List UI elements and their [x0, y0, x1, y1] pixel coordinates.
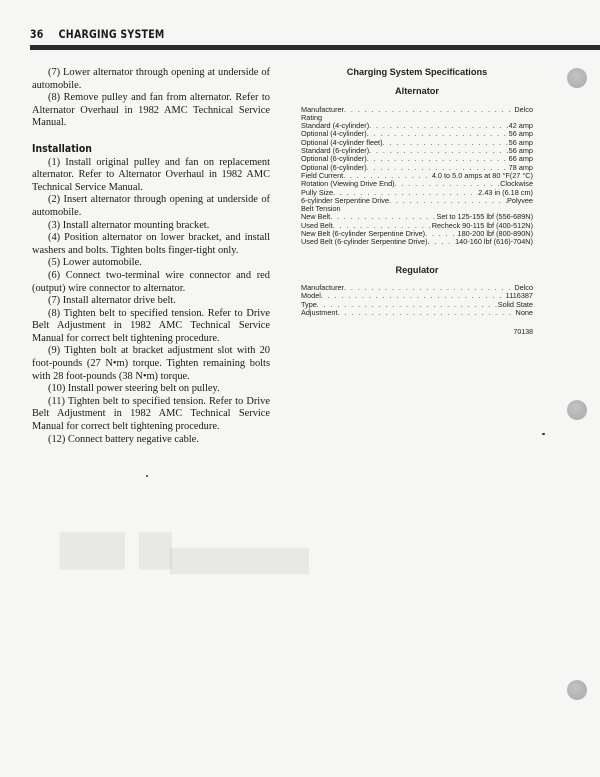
specifications-table: [301, 68, 533, 337]
spec-label: Field Current: [301, 170, 344, 180]
bleed-through-artifact: ▆▆ ▆: [60, 520, 172, 569]
leader-dots: [367, 130, 509, 138]
spec-row: [301, 106, 533, 114]
spec-value: 78 amp: [508, 162, 533, 172]
installation-step: (3) Install alternator mounting bracket.: [48, 219, 210, 231]
spec-value: Solid State: [497, 299, 533, 309]
spec-row: [301, 309, 533, 317]
spec-label: Standard (4-cylinder): [301, 121, 370, 131]
leader-dots: [428, 238, 456, 246]
spec-label: Optional (4-cylinder fleet): [301, 137, 383, 147]
spec-label: Optional (6-cylinder): [301, 162, 367, 172]
spec-value: 140-160 lbf (616)-704N): [455, 237, 533, 247]
installation-step: (2) Insert alternator through opening at underside of automobile.: [32, 194, 270, 218]
installation-step: (11) Tighten belt to specified tension. Refer to Drive Belt Adjustment in 1982 AMC Technical Service Manual for correct belt tightening procedure.: [32, 395, 270, 433]
spec-label: Used Belt: [301, 220, 333, 230]
spec-label: Adjustment: [301, 307, 338, 317]
spec-value: Recheck 90-115 lbf (400-512N): [431, 220, 533, 230]
spec-value: Clockwise: [500, 179, 533, 189]
leader-dots: [330, 213, 436, 221]
rating-label: Rating: [301, 112, 323, 122]
installation-step: (7) Install alternator drive belt.: [48, 295, 176, 307]
leader-dots: [383, 139, 509, 147]
installation-step: (6) Connect two-terminal wire connector and red (output) wire connector to alternator.: [32, 269, 270, 294]
spec-row: [301, 238, 533, 246]
leader-dots: [425, 230, 457, 238]
leader-dots: [338, 309, 516, 317]
spec-value: Polyvee: [507, 195, 533, 205]
spec-value: Delco: [514, 104, 533, 114]
leader-dots: [321, 292, 506, 300]
installation-step: (8) Tighten belt to specified tension. Refer to Drive Belt Adjustment in 1982 AMC Technical Service Manual for correct belt tightening procedure.: [32, 307, 270, 344]
spec-value: Delco: [514, 282, 533, 292]
spec-value: Set to 125-155 lbf (556-689N): [436, 212, 533, 222]
spec-label: Optional (6-cylinder): [301, 154, 367, 164]
spec-value: 56 amp: [508, 146, 533, 156]
leader-dots: [344, 284, 514, 292]
ink-speck: [146, 475, 148, 477]
installation-step: (5) Lower automobile.: [48, 257, 142, 269]
spec-label: New Belt (6-cylinder Serpentine Drive): [301, 229, 426, 239]
installation-step: (9) Tighten bolt at bracket adjustment slot with 20 foot-pounds (27 N•m) torque. Tighten remaining bolts with 28 foot-pounds (38 N•m) torque.: [32, 345, 270, 382]
leader-dots: [317, 301, 498, 309]
spec-label: Type: [301, 299, 317, 309]
installation-heading: Installation: [32, 141, 92, 155]
installation-step: (4) Position alternator on lower bracket, and install washers and bolts. Tighten bolts finger-tight only.: [32, 232, 270, 256]
leader-dots: [369, 122, 509, 130]
removal-step: (8) Remove pulley and fan from alternator. Refer to Alternator Overhaul in 1982 AMC Technical Service Manual.: [32, 92, 270, 129]
spec-label: Pully Size: [301, 187, 334, 197]
ink-speck: [542, 433, 545, 435]
spec-value: 56 amp: [508, 137, 533, 147]
spec-row: [301, 284, 533, 292]
removal-step: (7) Lower alternator through opening at underside of automobile.: [32, 67, 270, 91]
header-rule: [30, 45, 600, 50]
spec-value: 2.43 in (6.18 cm): [478, 187, 533, 197]
spec-value: 4.0 to 5.0 amps at 80 °F(27 °C): [431, 170, 533, 180]
spec-label: Model: [301, 291, 321, 301]
punch-hole: [567, 680, 587, 700]
spec-value: 56 amp: [508, 129, 533, 139]
regulator-heading: Regulator: [395, 264, 439, 275]
leader-dots: [367, 155, 509, 163]
spec-value: 180-200 lbf (800-890N): [457, 229, 533, 239]
spec-value: None: [515, 307, 533, 317]
spec-label: Optional (4-cylinder): [301, 129, 367, 139]
spec-label: Rotation (Viewing Drive End): [301, 179, 395, 189]
spec-value: 1116387: [505, 291, 533, 301]
leader-dots: [369, 147, 509, 155]
page-number: 36: [30, 27, 44, 41]
spec-value: 66 amp: [508, 154, 533, 164]
installation-step: (1) Install original pulley and fan on replacement alternator. Refer to Alternator Overhaul in 1982 AMC Technical Service Manual.: [32, 156, 270, 193]
spec-label: Standard (6-cylinder): [301, 146, 370, 156]
spec-label: Manufacturer: [301, 104, 344, 114]
figure-number: 70138: [513, 329, 533, 337]
spec-label: Manufacturer: [301, 282, 344, 292]
procedure-column: [32, 67, 270, 446]
page-header: [30, 27, 165, 41]
leader-dots: [344, 106, 514, 114]
punch-hole: [567, 400, 587, 420]
spec-value: 42 amp: [508, 121, 533, 131]
specifications-title: Charging System Specifications: [346, 67, 488, 77]
spec-label: New Belt: [301, 212, 331, 222]
installation-step: (12) Connect battery negative cable.: [48, 433, 199, 445]
belt-tension-label: Belt Tension: [301, 204, 341, 214]
section-title: CHARGING SYSTEM: [58, 27, 165, 41]
alternator-heading: Alternator: [395, 86, 439, 97]
installation-step: (10) Install power steering belt on pulley.: [48, 383, 220, 395]
punch-hole: [567, 68, 587, 88]
leader-dots: [389, 197, 507, 205]
spec-label: Used Belt (6-cylinder Serpentine Drive): [301, 237, 428, 247]
bleed-through-artifact: ▆▆▆▆▆▆: [170, 540, 309, 575]
spec-label: 6-cylinder Serpentine Drive: [301, 195, 390, 205]
